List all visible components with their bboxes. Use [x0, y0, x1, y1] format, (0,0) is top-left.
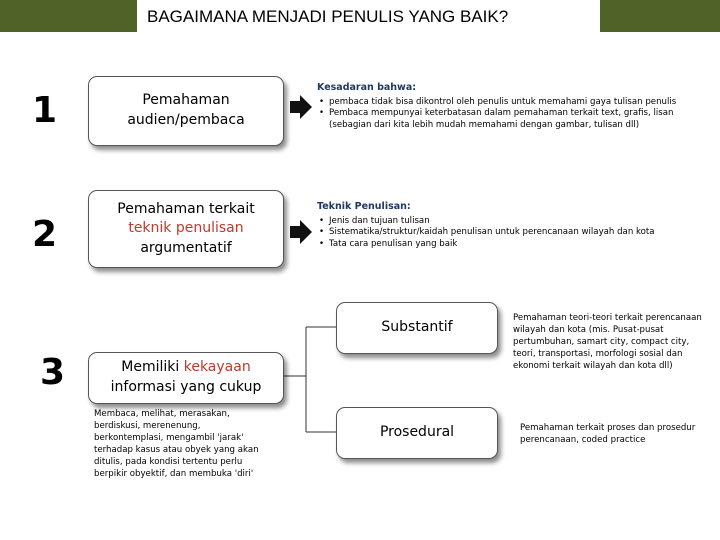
header-accent-right	[600, 0, 720, 32]
step-number-3: 3	[40, 352, 66, 393]
step-box-2	[88, 190, 284, 268]
info-block-2	[317, 201, 687, 251]
step-box-2-line3: argumentatif	[140, 239, 232, 256]
step-box-2-line1: Pemahaman terkait	[117, 200, 255, 217]
arrow-right-icon	[290, 220, 312, 244]
info-heading-2: Teknik Penulisan:	[317, 201, 411, 212]
branch-label: Substantif	[381, 319, 453, 336]
info-bullet: • Pembaca mempunyai keterbatasan dalam pemahaman terkait text, grafis, lisan (sebagian dari kita lebih mudah memahami dengan gambar, tulisan dll)	[329, 108, 687, 131]
step-box-3	[88, 352, 284, 404]
info-bullet: • Tata cara penulisan yang baik	[329, 239, 687, 251]
step-number-1: 1	[32, 90, 58, 131]
info-block-1	[317, 82, 687, 132]
step-3-note: Membaca, melihat, merasakan, berdiskusi, merenenung, berkontemplasi, mengambil 'jarak' terhadap kasus atau obyek yang akan ditulis, pada kondisi tertentu perlu berpikir obyektif, dan membuka 'diri'	[94, 409, 259, 480]
step-box-2-highlight: teknik penulisan	[128, 220, 244, 237]
step-box-3-highlight: kekayaan	[183, 359, 251, 376]
step-box-3-prefix: Memiliki	[121, 359, 180, 376]
branch-box-substantif	[336, 302, 498, 354]
arrow-right-icon	[290, 95, 312, 119]
branch-box-prosedural	[336, 407, 498, 459]
page-title: BAGAIMANA MENJADI PENULIS YANG BAIK?	[147, 7, 509, 26]
step-box-1-text: Pemahaman audien/pembaca	[127, 92, 245, 128]
info-bullet: • pembaca tidak bisa dikontrol oleh penulis untuk memahami gaya tulisan penulis	[329, 97, 687, 109]
step-number-2: 2	[32, 214, 58, 255]
info-bullet: • Sistematika/struktur/kaidah penulisan untuk perencanaan wilayah dan kota	[329, 227, 687, 239]
step-box-1	[88, 76, 284, 146]
branch-description-prosedural: Pemahaman terkait proses dan prosedur perencanaan, coded practice	[520, 423, 696, 446]
branch-description-substantif: Pemahaman teori-teori terkait perencanaan wilayah dan kota (mis. Pusat-pusat pertumbuhan, samart city, compact city, teori, transportasi, morfologi sosial dan ekonomi terkait wilayah dan kota dll)	[513, 313, 702, 372]
step-box-3-suffix: informasi yang cukup	[110, 379, 262, 395]
info-bullet: • Jenis dan tujuan tulisan	[329, 216, 687, 228]
info-heading-1: Kesadaran bahwa:	[317, 82, 417, 93]
header-accent-left	[0, 0, 137, 32]
branch-label: Prosedural	[379, 424, 455, 441]
